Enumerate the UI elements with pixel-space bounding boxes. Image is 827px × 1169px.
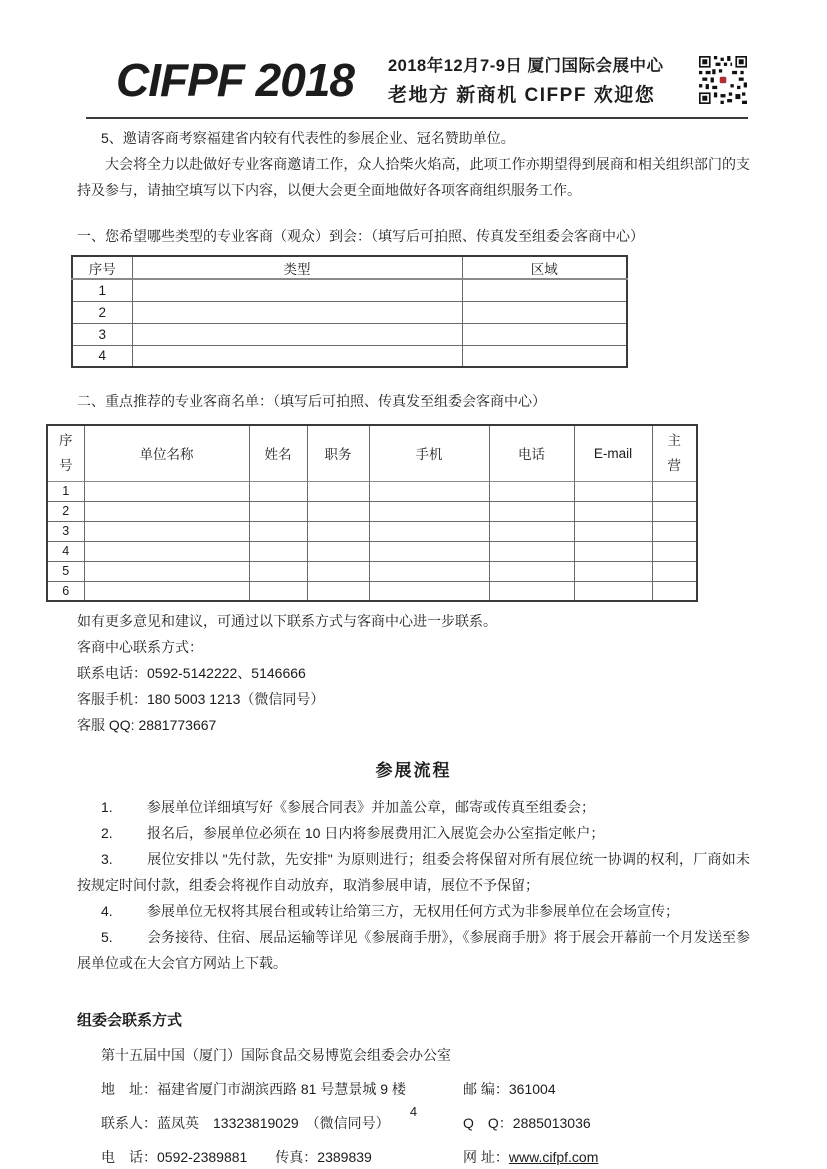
qr-code-icon [699,56,747,104]
process-item-text: 报名后，参展单位必须在 10 日内将参展费用汇入展览会办公室指定帐户； [147,825,605,841]
contact-qq-line: 客服 QQ: 2881773667 [77,717,217,733]
empty-cell [249,481,307,501]
empty-cell [574,581,652,601]
process-item-text: 会务接待、住宿、展品运输等详见《参展商手册》，《参展商手册》将于展会开幕前一个月发送至参展单位或在大会官方网站上下载。 [77,929,750,971]
col-header-company: 单位名称 [84,425,249,481]
committee-address: 地 址：福建省厦门市湖滨西路 81 号慧景城 9 楼 [101,1081,406,1097]
page-number: 4 [409,1104,418,1119]
committee-postcode: 邮 编：361004 [463,1081,556,1097]
header-event-info [384,52,669,107]
empty-cell [369,561,489,581]
process-item-number: 4. [101,903,113,919]
empty-cell [574,481,652,501]
table-row [72,279,627,301]
row-number-cell: 2 [47,501,84,521]
empty-cell [489,521,574,541]
empty-cell [307,581,369,601]
event-date-venue: 2018年12月7-9日 厦门国际会展中心 [388,57,664,75]
empty-cell [84,561,249,581]
empty-cell [652,521,697,541]
process-item [77,898,750,924]
row-number-cell: 3 [47,521,84,541]
col-header-phone: 电话 [489,425,574,481]
empty-cell [369,481,489,501]
col-header-title: 职务 [307,425,369,481]
empty-cell [574,501,652,521]
empty-cell [84,501,249,521]
empty-cell [652,581,697,601]
empty-cell [652,561,697,581]
table-row [72,323,627,345]
committee-phone-fax: 电 话：0592-2389881 传真：2389839 [101,1149,372,1165]
row-number-cell: 4 [72,345,132,367]
empty-cell [462,323,627,345]
row-number-cell: 6 [47,581,84,601]
empty-cell [489,501,574,521]
empty-cell [489,561,574,581]
empty-cell [84,541,249,561]
contact-phone-line: 联系电话：0592-5142222、5146666 [77,665,306,681]
empty-cell [462,301,627,323]
row-number-cell: 4 [47,541,84,561]
process-item-number: 1. [101,799,113,815]
recommended-buyers-section-title: 二、重点推荐的专业客商名单：（填写后可拍照、传真发至组委会客商中心） [77,393,546,409]
empty-cell [307,521,369,541]
buyer-center-contact-block [77,608,750,738]
empty-cell [462,279,627,301]
col-header-seq: 序号 [72,256,132,279]
empty-cell [307,501,369,521]
empty-cell [249,501,307,521]
committee-contact-person: 联系人：蓝凤英 13323819029 （微信同号） [101,1115,390,1131]
table-row [47,541,697,561]
col-header-seq: 序号 [47,425,84,481]
row-number-cell: 1 [47,481,84,501]
exhibition-process-title: 参展流程 [375,761,452,780]
empty-cell [489,541,574,561]
empty-cell [132,301,462,323]
visitor-type-section-title: 一、您希望哪些类型的专业客商（观众）到会：（填写后可拍照、传真发至组委会客商中心） [77,228,644,244]
empty-cell [574,541,652,561]
process-item [77,924,750,976]
empty-cell [652,481,697,501]
empty-cell [369,521,489,541]
empty-cell [462,345,627,367]
col-header-email: E-mail [574,425,652,481]
committee-row [77,1140,750,1169]
table-row [47,561,697,581]
empty-cell [132,323,462,345]
empty-cell [369,581,489,601]
empty-cell [307,541,369,561]
intro-point-5: 5、邀请客商考察福建省内较有代表性的参展企业、冠名赞助单位。 [101,130,515,146]
intro-paragraph: 大会将全力以赴做好专业客商邀请工作，众人拾柴火焰高，此项工作亦期望得到展商和相关组织部门的支持及参与，请抽空填写以下内容，以便大会更全面地做好各项客商组织服务工作。 [77,156,750,198]
empty-cell [84,481,249,501]
committee-website [463,1140,750,1169]
committee-office-name: 第十五届中国（厦门）国际食品交易博览会组委会办公室 [101,1047,451,1063]
committee-row [77,1072,750,1106]
col-header-region: 区域 [462,256,627,279]
empty-cell [249,541,307,561]
process-item [77,794,750,820]
committee-contact-block [77,1004,750,1169]
empty-cell [307,561,369,581]
page-header [0,0,827,113]
page-content [0,119,827,1169]
committee-qq: Q Q：2885013036 [463,1115,591,1131]
empty-cell [369,541,489,561]
col-header-mobile: 手机 [369,425,489,481]
feedback-note: 如有更多意见和建议，可通过以下联系方式与客商中心进一步联系。 [77,613,497,629]
website-link[interactable]: www.cifpf.com [508,1149,599,1165]
empty-cell [84,581,249,601]
event-slogan: 老地方 新商机 CIFPF 欢迎您 [388,85,656,106]
committee-contact-heading: 组委会联系方式 [77,1012,183,1029]
col-header-name: 姓名 [249,425,307,481]
col-header-business: 主营 [652,425,697,481]
empty-cell [84,521,249,541]
visitor-type-table [71,255,628,368]
process-item-text: 展位安排以 "先付款，先安排" 为原则进行；组委会将保留对所有展位统一协调的权利，厂商如未按规定时间付款，组委会将视作自动放弃，取消参展申请，展位不予保留； [77,851,750,893]
table-row [72,301,627,323]
empty-cell [249,581,307,601]
empty-cell [652,501,697,521]
row-number-cell: 5 [47,561,84,581]
process-item-number: 2. [101,825,113,841]
empty-cell [249,521,307,541]
empty-cell [307,481,369,501]
empty-cell [132,279,462,301]
row-number-cell: 3 [72,323,132,345]
empty-cell [489,481,574,501]
process-item [77,846,750,898]
row-number-cell: 2 [72,301,132,323]
exhibition-process-list [77,794,750,976]
process-item [77,820,750,846]
empty-cell [369,501,489,521]
table-row [72,345,627,367]
cifpf-logo: CIFPF 2018 [116,53,354,106]
empty-cell [249,561,307,581]
col-header-type: 类型 [132,256,462,279]
row-number-cell: 1 [72,279,132,301]
empty-cell [574,561,652,581]
buyer-center-contact-heading: 客商中心联系方式： [77,639,203,655]
empty-cell [652,541,697,561]
process-item-text: 参展单位详细填写好《参展合同表》并加盖公章，邮寄或传真至组委会； [147,799,595,815]
table-header-row [47,425,697,481]
empty-cell [132,345,462,367]
table-header-row [72,256,627,279]
process-item-text: 参展单位无权将其展台租或转让给第三方，无权用任何方式为非参展单位在会场宣传； [147,903,679,919]
empty-cell [574,521,652,541]
empty-cell [489,581,574,601]
table-row [47,481,697,501]
table-row [47,521,697,541]
recommended-buyers-table [46,424,698,602]
process-item-number: 3. [101,851,113,867]
contact-mobile-line: 客服手机：180 5003 1213（微信同号） [77,691,325,707]
process-item-number: 5. [101,929,113,945]
website-label: 网 址： [463,1149,509,1165]
table-row [47,581,697,601]
table-row [47,501,697,521]
